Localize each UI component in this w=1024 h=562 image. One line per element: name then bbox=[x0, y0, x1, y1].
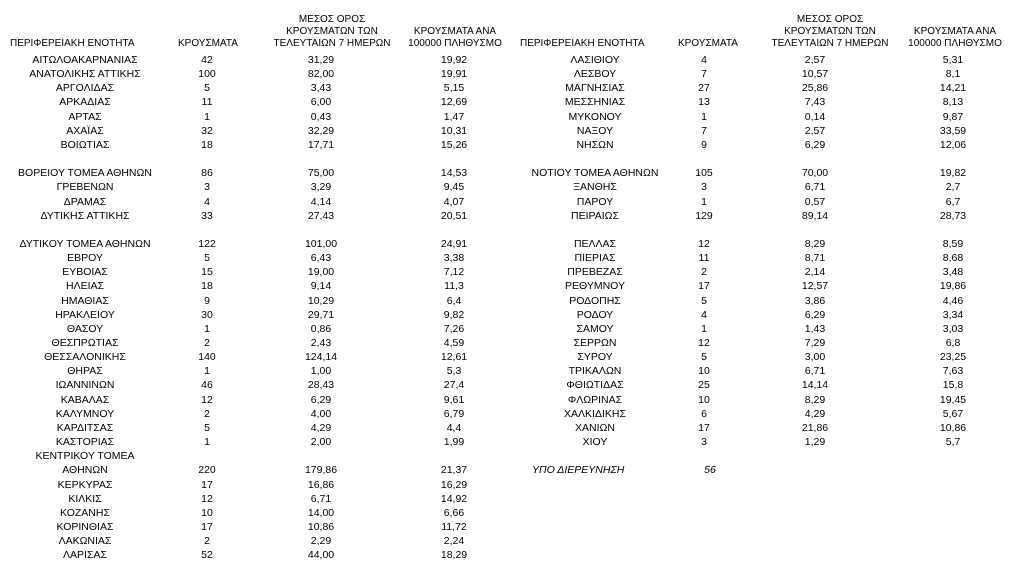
right-per100k-cell: 10,86 bbox=[939, 421, 967, 434]
table-row bbox=[0, 294, 1024, 308]
left-per100k-cell: 9,61 bbox=[443, 393, 465, 406]
left-region-cell: ΗΜΑΘΙΑΣ bbox=[61, 294, 109, 307]
left-avg-cell: 124,14 bbox=[304, 351, 338, 364]
right-region-cell: ΦΛΩΡΙΝΑΣ bbox=[567, 393, 623, 406]
left-cases-cell: 220 bbox=[198, 464, 216, 477]
left-cases-cell: 1 bbox=[204, 436, 210, 449]
left-avg-cell: 32,29 bbox=[307, 124, 335, 137]
right-cases-cell: 6 bbox=[701, 407, 707, 420]
right-region-cell: ΝΑΞΟΥ bbox=[576, 124, 614, 137]
right-avg-cell: 4,29 bbox=[804, 407, 826, 420]
left-region-cell: ΑΧΑΪΑΣ bbox=[66, 124, 104, 137]
right-cases-cell: 7 bbox=[701, 68, 707, 81]
right-per100k-cell: 6,8 bbox=[945, 337, 961, 349]
table-row bbox=[0, 435, 1024, 449]
left-cases-cell: 17 bbox=[201, 520, 213, 533]
right-region-cell: ΧΑΛΚΙΔΙΚΗΣ bbox=[564, 407, 626, 420]
left-per100k-cell: 1,47 bbox=[443, 110, 465, 123]
table-row bbox=[0, 152, 1024, 166]
left-cases-cell: 3 bbox=[204, 181, 210, 194]
right-cases-cell: 3 bbox=[701, 436, 707, 449]
table-row bbox=[0, 110, 1024, 124]
right-cases-cell: 5 bbox=[701, 294, 707, 307]
left-avg-cell: 0,43 bbox=[310, 110, 332, 123]
left-per100k-cell: 14,92 bbox=[440, 492, 468, 505]
left-cases-cell: 15 bbox=[201, 266, 213, 279]
left-avg-cell: 6,43 bbox=[310, 252, 332, 265]
left-avg-cell: 2,29 bbox=[310, 535, 332, 548]
right-region-cell: ΠΕΙΡΑΙΩΣ bbox=[571, 209, 619, 222]
left-avg-cell: 4,14 bbox=[310, 195, 332, 208]
left-cases-cell: 11 bbox=[201, 96, 213, 109]
left-region-cell: ΘΑΣΟΥ bbox=[66, 322, 104, 335]
right-cases-cell: 12 bbox=[698, 237, 710, 250]
table-row bbox=[0, 378, 1024, 392]
left-per100k-cell: 19,91 bbox=[440, 68, 468, 81]
left-region-cell: ΕΥΒΟΙΑΣ bbox=[62, 266, 108, 279]
right-per100k-cell: 19,45 bbox=[939, 393, 967, 406]
left-region-cell: ΚΟΡΙΝΘΙΑΣ bbox=[56, 520, 114, 533]
right-avg-cell: 0,57 bbox=[804, 195, 826, 208]
left-avg-cell: 4,00 bbox=[310, 407, 332, 420]
left-avg-cell: 3,29 bbox=[310, 181, 332, 194]
left-avg-cell: 3,43 bbox=[310, 82, 332, 95]
left-per100k-cell: 5,15 bbox=[443, 82, 465, 95]
left-per100k-cell: 7,26 bbox=[443, 322, 465, 335]
left-avg-cell: 75,00 bbox=[307, 167, 335, 180]
table-row bbox=[0, 393, 1024, 407]
left-cases-cell: 17 bbox=[201, 478, 213, 491]
table-row bbox=[0, 138, 1024, 152]
left-cases-cell: 100 bbox=[198, 68, 216, 81]
table-row bbox=[0, 322, 1024, 336]
right-avg-cell: 7,29 bbox=[804, 337, 826, 349]
left-region-cell: ΚΑΣΤΟΡΙΑΣ bbox=[55, 436, 115, 449]
table-row bbox=[0, 195, 1024, 209]
right-per100k-cell: 3,48 bbox=[942, 266, 964, 279]
table-row bbox=[0, 534, 1024, 548]
left-cases-cell: 5 bbox=[204, 421, 210, 434]
left-region-cell: ΑΡΤΑΣ bbox=[68, 110, 102, 123]
right-region-cell: ΡΟΔΟΥ bbox=[576, 308, 614, 321]
left-cases-cell: 46 bbox=[201, 379, 213, 392]
right-avg-cell: 8,29 bbox=[804, 237, 826, 250]
left-region-cell: ΒΟΙΩΤΙΑΣ bbox=[60, 138, 110, 151]
table-row bbox=[0, 506, 1024, 520]
right-avg-cell: 2,57 bbox=[804, 124, 826, 137]
right-cases-cell: 1 bbox=[701, 195, 707, 208]
left-cases-cell: 2 bbox=[204, 535, 210, 548]
left-avg-cell: 2,43 bbox=[310, 337, 332, 349]
left-avg-cell: 179,86 bbox=[304, 464, 338, 477]
right-per100k-cell: 12,06 bbox=[939, 138, 967, 151]
left-avg-cell: 9,14 bbox=[310, 280, 332, 293]
investigation-label: ΥΠΟ ΔΙΕΡΕΥΝΗΣΗ bbox=[532, 464, 625, 476]
left-avg-cell: 27,43 bbox=[307, 209, 335, 222]
right-cases-cell: 10 bbox=[698, 365, 710, 378]
left-cases-cell: 18 bbox=[201, 138, 213, 151]
left-per100k-cell: 12,61 bbox=[440, 351, 468, 364]
right-cases-cell: 11 bbox=[698, 252, 710, 265]
right-region-cell: ΜΥΚΟΝΟΥ bbox=[568, 110, 622, 123]
left-cases-cell: 2 bbox=[204, 407, 210, 420]
right-region-cell: ΠΙΕΡΙΑΣ bbox=[574, 252, 616, 265]
right-cases-cell: 17 bbox=[698, 421, 710, 434]
left-region-cell: ΛΑΡΙΣΑΣ bbox=[63, 549, 107, 562]
right-cases-cell: 1 bbox=[701, 322, 707, 335]
right-avg-cell: 10,57 bbox=[801, 68, 829, 81]
right-per100k-cell: 19,86 bbox=[939, 280, 967, 293]
left-avg-cell: 1,00 bbox=[310, 365, 332, 378]
left-cases-cell: 140 bbox=[198, 351, 216, 364]
right-region-cell: ΡΟΔΟΠΗΣ bbox=[569, 294, 621, 307]
left-avg-cell: 29,71 bbox=[307, 308, 335, 321]
right-per100k-cell: 15,8 bbox=[942, 379, 964, 392]
right-per100k-cell: 5,31 bbox=[942, 54, 964, 66]
left-cases-cell: 42 bbox=[201, 54, 213, 66]
right-avg-cell: 3,86 bbox=[804, 294, 826, 307]
right-avg-cell: 8,29 bbox=[804, 393, 826, 406]
right-cases-cell: 4 bbox=[701, 308, 707, 321]
table-row bbox=[0, 407, 1024, 421]
right-avg-cell: 6,71 bbox=[804, 181, 826, 194]
right-per100k-cell: 19,82 bbox=[939, 167, 967, 180]
right-region-cell: ΝΟΤΙΟΥ ΤΟΜΕΑ ΑΘΗΝΩΝ bbox=[531, 167, 659, 180]
left-region-cell: ΚΙΛΚΙΣ bbox=[68, 492, 102, 505]
left-per100k-cell: 16,29 bbox=[440, 478, 468, 491]
right-per100k-cell: 2,7 bbox=[945, 181, 961, 194]
right-cases-cell: 3 bbox=[701, 181, 707, 194]
left-cases-cell: 1 bbox=[204, 110, 210, 123]
right-region-cell: ΜΑΓΝΗΣΙΑΣ bbox=[565, 82, 625, 95]
left-region-cell: ΗΡΑΚΛΕΙΟΥ bbox=[55, 308, 115, 321]
right-avg-cell: 21,86 bbox=[801, 421, 829, 434]
right-per100k-cell: 33,59 bbox=[939, 124, 967, 137]
right-cases-cell: 105 bbox=[695, 167, 713, 180]
left-per100k-cell: 21,37 bbox=[440, 464, 468, 477]
table-row bbox=[0, 308, 1024, 322]
right-cases-cell: 10 bbox=[698, 393, 710, 406]
right-per100k-cell: 8,59 bbox=[942, 237, 964, 250]
header-per100k-left: ΚΡΟΥΣΜΑΤΑ ΑΝΑ 100000 ΠΛΗΘΥΣΜΟ bbox=[408, 26, 502, 49]
left-avg-cell: 0,86 bbox=[310, 322, 332, 335]
right-per100k-cell: 14,21 bbox=[939, 82, 967, 95]
left-per100k-cell: 6,4 bbox=[446, 294, 462, 307]
table-row bbox=[0, 251, 1024, 265]
table-row bbox=[0, 336, 1024, 350]
table-row bbox=[0, 350, 1024, 364]
right-avg-cell: 1,29 bbox=[804, 436, 826, 449]
table-row bbox=[0, 180, 1024, 194]
left-per100k-cell: 14,53 bbox=[440, 167, 468, 180]
right-avg-cell: 70,00 bbox=[801, 167, 829, 180]
table-row bbox=[0, 209, 1024, 223]
table-row bbox=[0, 492, 1024, 506]
right-avg-cell: 25,86 bbox=[801, 82, 829, 95]
left-cases-cell: 1 bbox=[204, 322, 210, 335]
left-cases-cell: 9 bbox=[204, 294, 210, 307]
right-region-cell: ΠΕΛΛΑΣ bbox=[573, 237, 617, 250]
left-cases-cell: 122 bbox=[198, 237, 216, 250]
left-region-cell: ΔΡΑΜΑΣ bbox=[63, 195, 107, 208]
right-region-cell: ΠΑΡΟΥ bbox=[576, 195, 614, 208]
right-avg-cell: 1,43 bbox=[804, 322, 826, 335]
table-row bbox=[0, 364, 1024, 378]
left-region-cell: ΓΡΕΒΕΝΩΝ bbox=[56, 181, 114, 194]
left-cases-cell: 12 bbox=[201, 393, 213, 406]
right-per100k-cell: 8,68 bbox=[942, 252, 964, 265]
left-region-cell: ΑΝΑΤΟΛΙΚΗΣ ΑΤΤΙΚΗΣ bbox=[29, 68, 141, 81]
right-cases-cell: 13 bbox=[698, 96, 710, 109]
left-region-cell: ΚΟΖΑΝΗΣ bbox=[60, 506, 110, 519]
left-per100k-cell: 27,4 bbox=[443, 379, 465, 392]
table-row bbox=[0, 548, 1024, 562]
left-avg-cell: 14,00 bbox=[307, 506, 335, 519]
right-region-cell: ΧΙΟΥ bbox=[582, 436, 608, 449]
right-avg-cell: 6,29 bbox=[804, 308, 826, 321]
right-region-cell: ΛΕΣΒΟΥ bbox=[573, 68, 617, 81]
right-per100k-cell: 3,03 bbox=[942, 322, 964, 335]
left-region-cell: ΚΑΛΥΜΝΟΥ bbox=[55, 407, 115, 420]
left-region-cell: ΑΘΗΝΩΝ bbox=[62, 464, 108, 477]
left-avg-cell: 10,86 bbox=[307, 520, 335, 533]
left-per100k-cell: 9,82 bbox=[443, 308, 465, 321]
right-region-cell: ΧΑΝΙΩΝ bbox=[575, 421, 615, 434]
header-region-right: ΠΕΡΙΦΕΡΕΙΑΚΗ ΕΝΟΤΗΤΑ bbox=[520, 38, 645, 49]
right-avg-cell: 7,43 bbox=[804, 96, 826, 109]
left-avg-cell: 44,00 bbox=[307, 549, 335, 562]
right-region-cell: ΞΑΝΘΗΣ bbox=[573, 181, 617, 194]
left-avg-cell: 31,29 bbox=[307, 54, 335, 66]
right-cases-cell: 1 bbox=[701, 110, 707, 123]
right-avg-cell: 6,71 bbox=[804, 365, 826, 378]
left-avg-cell: 6,29 bbox=[310, 393, 332, 406]
left-region-cell: ΚΑΡΔΙΤΣΑΣ bbox=[56, 421, 114, 434]
left-per100k-cell: 10,31 bbox=[440, 124, 468, 137]
left-cases-cell: 5 bbox=[204, 252, 210, 265]
left-avg-cell: 6,71 bbox=[310, 492, 332, 505]
table-row bbox=[0, 237, 1024, 251]
left-per100k-cell: 6,79 bbox=[443, 407, 465, 420]
table-row bbox=[0, 279, 1024, 293]
left-per100k-cell: 5,3 bbox=[446, 365, 462, 378]
right-cases-cell: 5 bbox=[701, 351, 707, 364]
left-per100k-cell: 4,4 bbox=[446, 421, 462, 434]
left-avg-cell: 10,29 bbox=[307, 294, 335, 307]
left-region-cell: ΚΕΡΚΥΡΑΣ bbox=[57, 478, 113, 491]
left-avg-cell: 28,43 bbox=[307, 379, 335, 392]
right-cases-cell: 17 bbox=[698, 280, 710, 293]
left-per100k-cell: 3,38 bbox=[443, 252, 465, 265]
left-cases-cell: 5 bbox=[204, 82, 210, 95]
right-region-cell: ΠΡΕΒΕΖΑΣ bbox=[567, 266, 623, 279]
investigation-value: 56 bbox=[704, 464, 716, 476]
left-per100k-cell: 12,69 bbox=[440, 96, 468, 109]
left-region-cell: ΒΟΡΕΙΟΥ ΤΟΜΕΑ ΑΘΗΝΩΝ bbox=[18, 167, 152, 180]
left-per100k-cell: 24,91 bbox=[440, 237, 468, 250]
right-avg-cell: 3,00 bbox=[804, 351, 826, 364]
left-avg-cell: 4,29 bbox=[310, 421, 332, 434]
left-cases-cell: 2 bbox=[204, 337, 210, 349]
left-cases-cell: 32 bbox=[201, 124, 213, 137]
right-avg-cell: 2,57 bbox=[804, 54, 826, 66]
table-row bbox=[0, 53, 1024, 67]
table-row bbox=[0, 223, 1024, 237]
left-per100k-cell: 7,12 bbox=[443, 266, 465, 279]
right-per100k-cell: 28,73 bbox=[939, 209, 967, 222]
right-cases-cell: 12 bbox=[698, 337, 710, 349]
right-cases-cell: 129 bbox=[695, 209, 713, 222]
right-region-cell: ΜΕΣΣΗΝΙΑΣ bbox=[564, 96, 626, 109]
right-per100k-cell: 5,67 bbox=[942, 407, 964, 420]
right-region-cell: ΣΕΡΡΩΝ bbox=[573, 337, 617, 349]
left-per100k-cell: 18,29 bbox=[440, 549, 468, 562]
left-per100k-cell: 4,07 bbox=[443, 195, 465, 208]
table-row bbox=[0, 520, 1024, 534]
left-cases-cell: 18 bbox=[201, 280, 213, 293]
table-row bbox=[0, 166, 1024, 180]
left-region-cell: ΑΙΤΩΛΟΑΚΑΡΝΑΝΙΑΣ bbox=[32, 54, 138, 66]
left-avg-cell: 19,00 bbox=[307, 266, 335, 279]
left-per100k-cell: 11,3 bbox=[444, 280, 464, 293]
left-region-cell: ΘΗΡΑΣ bbox=[67, 365, 103, 378]
header-avg-left: ΜΕΣΟΣ ΟΡΟΣ ΚΡΟΥΣΜΑΤΩΝ ΤΩΝ ΤΕΛΕΥΤΑΙΩΝ 7 ΗΜΕΡΩΝ bbox=[273, 14, 391, 49]
left-per100k-cell: 9,45 bbox=[443, 181, 465, 194]
right-per100k-cell: 7,63 bbox=[942, 365, 964, 378]
right-cases-cell: 25 bbox=[698, 379, 710, 392]
left-avg-cell: 2,00 bbox=[310, 436, 332, 449]
left-region-cell: ΑΡΚΑΔΙΑΣ bbox=[59, 96, 111, 109]
left-region-cell: ΘΕΣΣΑΛΟΝΙΚΗΣ bbox=[44, 351, 126, 364]
table-row bbox=[0, 265, 1024, 279]
right-region-cell: ΦΘΙΩΤΙΔΑΣ bbox=[566, 379, 624, 392]
left-region-cell: ΕΒΡΟΥ bbox=[67, 252, 103, 265]
right-avg-cell: 6,29 bbox=[804, 138, 826, 151]
left-region-cell: ΛΑΚΩΝΙΑΣ bbox=[58, 535, 112, 548]
right-per100k-cell: 3,34 bbox=[942, 308, 964, 321]
left-per100k-cell: 15,26 bbox=[440, 138, 468, 151]
left-per100k-cell: 2,24 bbox=[443, 535, 465, 548]
right-avg-cell: 89,14 bbox=[801, 209, 829, 222]
right-region-cell: ΣΑΜΟΥ bbox=[576, 322, 614, 335]
left-region-cell: ΑΡΓΟΛΙΔΑΣ bbox=[55, 82, 115, 95]
right-cases-cell: 4 bbox=[701, 54, 707, 66]
left-cases-cell: 1 bbox=[204, 365, 210, 378]
right-avg-cell: 8,71 bbox=[804, 252, 826, 265]
header-cases-left: ΚΡΟΥΣΜΑΤΑ bbox=[178, 38, 238, 49]
table-row bbox=[0, 478, 1024, 492]
table-row bbox=[0, 449, 1024, 463]
left-per100k-cell: 20,51 bbox=[440, 209, 468, 222]
left-region-cell: ΙΩΑΝΝΙΝΩΝ bbox=[55, 379, 115, 392]
right-per100k-cell: 8,1 bbox=[945, 68, 961, 81]
left-avg-cell: 17,71 bbox=[307, 138, 335, 151]
left-cases-cell: 4 bbox=[204, 195, 210, 208]
left-per100k-cell: 19,92 bbox=[440, 54, 468, 66]
left-per100k-cell: 6,66 bbox=[443, 506, 465, 519]
left-per100k-cell: 11,72 bbox=[441, 520, 467, 533]
header-avg-right: ΜΕΣΟΣ ΟΡΟΣ ΚΡΟΥΣΜΑΤΩΝ ΤΩΝ ΤΕΛΕΥΤΑΙΩΝ 7 ΗΜΕΡΩΝ bbox=[771, 14, 889, 49]
left-avg-cell: 82,00 bbox=[307, 68, 335, 81]
left-cases-cell: 12 bbox=[201, 492, 213, 505]
right-avg-cell: 12,57 bbox=[801, 280, 829, 293]
left-region-cell: ΗΛΕΙΑΣ bbox=[65, 280, 104, 293]
left-cases-cell: 86 bbox=[201, 167, 213, 180]
left-cases-cell: 33 bbox=[201, 209, 213, 222]
header-region-left: ΠΕΡΙΦΕΡΕΙΑΚΗ ΕΝΟΤΗΤΑ bbox=[10, 38, 135, 49]
right-cases-cell: 9 bbox=[701, 138, 707, 151]
right-avg-cell: 2,14 bbox=[804, 266, 826, 279]
table-row bbox=[0, 81, 1024, 95]
right-per100k-cell: 5,7 bbox=[945, 436, 961, 449]
right-cases-cell: 27 bbox=[698, 82, 710, 95]
right-per100k-cell: 6,7 bbox=[945, 195, 961, 208]
right-per100k-cell: 8,13 bbox=[942, 96, 964, 109]
left-cases-cell: 52 bbox=[201, 549, 213, 562]
left-cases-cell: 10 bbox=[201, 506, 213, 519]
table-row bbox=[0, 421, 1024, 435]
table-row bbox=[0, 95, 1024, 109]
left-avg-cell: 16,86 bbox=[307, 478, 335, 491]
left-avg-cell: 101,00 bbox=[304, 237, 338, 250]
right-avg-cell: 14,14 bbox=[801, 379, 829, 392]
right-per100k-cell: 9,87 bbox=[942, 110, 964, 123]
right-per100k-cell: 4,46 bbox=[942, 294, 964, 307]
table-row bbox=[0, 67, 1024, 81]
right-cases-cell: 2 bbox=[701, 266, 707, 279]
right-region-cell: ΣΥΡΟΥ bbox=[577, 351, 613, 364]
left-region-cell: ΘΕΣΠΡΩΤΙΑΣ bbox=[51, 337, 119, 349]
left-avg-cell: 6,00 bbox=[310, 96, 332, 109]
table-row bbox=[0, 124, 1024, 138]
right-cases-cell: 7 bbox=[701, 124, 707, 137]
left-region-cell: ΚΕΝΤΡΙΚΟΥ ΤΟΜΕΑ bbox=[35, 450, 135, 463]
left-cases-cell: 30 bbox=[201, 308, 213, 321]
right-region-cell: ΛΑΣΙΘΙΟΥ bbox=[570, 54, 620, 66]
right-region-cell: ΡΕΘΥΜΝΟΥ bbox=[564, 280, 625, 293]
right-region-cell: ΝΗΣΩΝ bbox=[576, 138, 614, 151]
header-cases-right: ΚΡΟΥΣΜΑΤΑ bbox=[678, 38, 738, 49]
header-per100k-right: ΚΡΟΥΣΜΑΤΑ ΑΝΑ 100000 ΠΛΗΘΥΣΜΟ bbox=[908, 26, 1002, 49]
left-per100k-cell: 4,59 bbox=[443, 337, 465, 349]
right-avg-cell: 0,14 bbox=[804, 110, 826, 123]
left-region-cell: ΚΑΒΑΛΑΣ bbox=[60, 393, 110, 406]
table-row bbox=[0, 463, 1024, 477]
right-per100k-cell: 23,25 bbox=[939, 351, 967, 364]
left-per100k-cell: 1,99 bbox=[443, 436, 465, 449]
right-region-cell: ΤΡΙΚΑΛΩΝ bbox=[568, 365, 622, 378]
left-region-cell: ΔΥΤΙΚΗΣ ΑΤΤΙΚΗΣ bbox=[40, 209, 130, 222]
left-region-cell: ΔΥΤΙΚΟΥ ΤΟΜΕΑ ΑΘΗΝΩΝ bbox=[19, 237, 151, 250]
